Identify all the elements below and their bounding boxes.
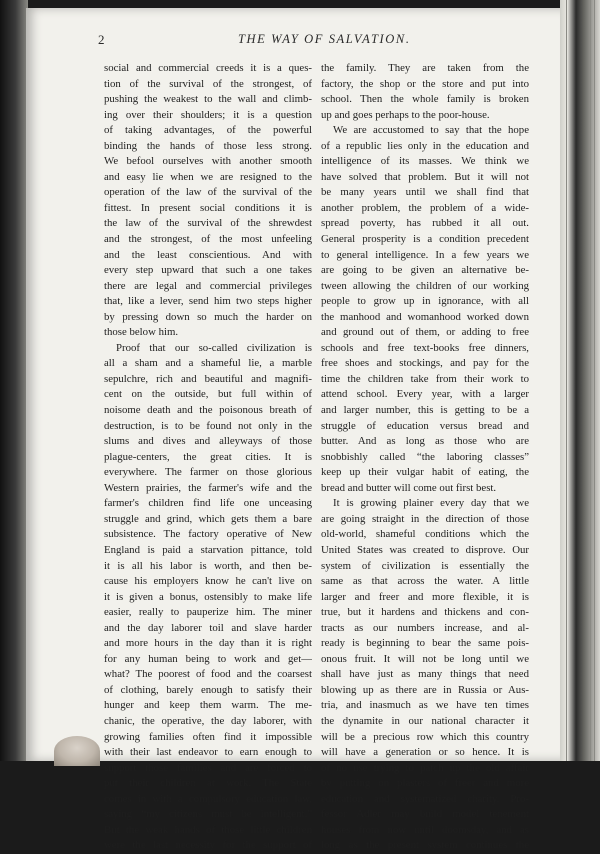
text-line: intelligence of its masses. We think we <box>321 155 529 168</box>
text-line: onous fruit. It will not be long until we <box>321 652 529 665</box>
page-number: 2 <box>98 32 105 47</box>
text-line: But the weak hands of those little children <box>104 823 312 836</box>
text-column-right <box>321 61 529 854</box>
text-line: and easy lie when we are resigned to the <box>104 170 312 183</box>
text-line: ready is beginning to bear the same pois- <box>321 637 529 650</box>
text-line: and larger number, this is getting to be a <box>321 404 529 417</box>
text-line: butter. And as long as those who are <box>321 435 529 448</box>
text-line: of taking advantages, of the powerful <box>104 124 312 137</box>
text-line: bread and butter will come out first best. <box>321 481 497 494</box>
text-line: old-world, shameful conditions which the <box>321 528 529 541</box>
text-line: social and commercial creeds it is a ques- <box>104 62 312 74</box>
text-line: blowing up as there are in Russia or Aus- <box>321 683 529 696</box>
text-line: the family. They are taken from the <box>321 62 529 74</box>
text-line: and ground out of them, or adding to free <box>321 326 529 339</box>
text-line: and the least conscientious. And with <box>104 248 312 261</box>
text-line: of clothing, barely enough to satisfy their <box>104 683 312 696</box>
text-line: cause his employers know he can't live on <box>104 575 312 588</box>
text-line: for any human being to work and get— <box>104 652 312 665</box>
text-line: people to grow up in ignorance, with all <box>321 295 529 308</box>
text-line: hunger and keep them warm. The me- <box>104 699 312 712</box>
running-title: THE WAY OF SALVATION. <box>238 32 411 46</box>
text-line: tion of the survival of the strongest, of <box>104 77 312 90</box>
text-line: support those families and are forced to <box>104 761 312 774</box>
text-line: farmer's children find life one unceasing <box>104 497 312 510</box>
text-line: the dynamite in our national character it <box>321 714 529 727</box>
text-line: keep up their vulgar habit of eating, the <box>321 466 529 479</box>
reader-thumb <box>54 736 100 766</box>
text-line: houses from now until doomsday, and as <box>321 823 529 836</box>
text-line: there are legal and commercial privileges <box>104 279 312 292</box>
text-line: same as that across the water. A little <box>321 575 529 588</box>
text-line: slums and dives and alleyways of those <box>104 435 312 448</box>
text-line: Western prairies, the farmer's wife and the <box>104 481 312 494</box>
text-line: the manhood and womanhood worked down <box>321 310 529 323</box>
text-line: subsistence. The factory operative of New <box>104 528 312 541</box>
text-line: fessor Adler may build model tenement <box>321 808 529 821</box>
text-line: General prosperity is a condition precedent <box>321 233 529 246</box>
text-line: that, like a lever, send him two steps higher <box>104 295 312 308</box>
text-line: We befool ourselves with another smooth <box>104 155 312 168</box>
text-line: are going to be given an alternative be- <box>321 264 529 277</box>
text-line: sepulchre, rich and beautiful and magnifi- <box>104 372 312 385</box>
text-line: chanic, the operative, the day laborer, with <box>104 714 312 727</box>
text-line: Proof that our so-called civilization is <box>116 341 312 354</box>
text-line: true, but it hardens and thickens and con- <box>321 606 529 619</box>
text-line: it is all his labor is worth, and then be- <box>104 559 312 572</box>
text-line: and the day laborer toil and slave harder <box>104 621 312 634</box>
text-line: attend school. Every year, with a larger <box>321 388 529 401</box>
text-line: tracts as our numbers increase, and al- <box>321 621 529 634</box>
text-line: everywhere. The farmer on those glorious <box>104 466 312 479</box>
text-line: by pressing down so much the harder on <box>104 310 312 323</box>
text-line: system of civilization is essentially the <box>321 559 529 572</box>
text-line: those below him. <box>104 326 179 339</box>
text-line: education and systematized charity. Pro- <box>321 792 529 805</box>
text-line: school. Then the whole family is broken <box>321 93 529 106</box>
text-line: time the children take from their work to <box>321 372 529 385</box>
text-line: the law of the survival of the shrewdest <box>104 217 312 230</box>
text-line: pushing the weakest to the wall and climb- <box>104 93 312 106</box>
text-line: noisome death and the poisonous breath of <box>104 404 312 417</box>
text-line: to general intelligence. In a few years we <box>321 248 529 261</box>
text-line: spread poverty, has rubbed it all out. <box>321 217 529 230</box>
text-line: of no use trying to patch up the old affair <box>321 761 529 774</box>
text-line: growing families often find it impossible <box>104 730 312 743</box>
text-line: be many years until we shall find that <box>321 186 529 199</box>
text-line: by putting on plasters of freer and more <box>321 777 529 790</box>
text-line: will be a precious row which this country <box>321 730 529 743</box>
text-line: tween allowing the children of our working <box>321 279 529 292</box>
text-line: binding the hands of those less strong. <box>104 139 312 152</box>
text-line: long as the present system continues the <box>321 839 529 852</box>
text-line: it is given a bonus, ostensibly to make life <box>104 590 312 603</box>
text-line: larger and freer and more flexible, it is <box>321 590 529 603</box>
text-line: put their children at work. The State <box>104 777 312 790</box>
text-column-left <box>104 61 312 854</box>
text-line: what? The poorest of food and the coarsest <box>104 668 312 681</box>
text-line: snobbishly called “the laboring classes” <box>321 450 529 463</box>
text-line: all a sham and a shameful lie, a marble <box>104 357 312 370</box>
text-line: and the strongest, of the most unfeeling <box>104 233 312 246</box>
text-line: saying “my citizens must be intelligent.” <box>104 808 312 821</box>
text-line: factory, the shop or the store and put into <box>321 77 529 90</box>
text-line: destruction, is to be found not only in the <box>104 419 312 432</box>
text-line: comes in with a compulsory education law, <box>104 792 312 805</box>
text-line: are going straight in the direction of those <box>321 512 529 525</box>
text-line: have solved that problem. But it will not <box>321 170 529 183</box>
page-stack-edge <box>560 0 600 761</box>
text-line: operation of the law of the survival of the <box>104 186 312 199</box>
text-line: free shoes and stockings, and pay for the <box>321 357 529 370</box>
text-line: of a republic lies only in the education and <box>321 139 529 152</box>
text-line: another problem, the problem of a wide- <box>321 201 529 214</box>
text-line: cent on the outside, but full within of <box>104 388 312 401</box>
text-line: were the last necessity for the support of <box>104 839 312 852</box>
text-line: ing over their shoulders; it is a question <box>104 108 312 121</box>
text-line: will have a generation or so hence. It is <box>321 746 529 759</box>
text-line: easier, really to pauperize him. The miner <box>104 606 312 619</box>
text-line: tria, and inasmuch as we have ten times <box>321 699 529 712</box>
text-line: and more hours in the day than it is right <box>104 637 312 650</box>
text-line: shall have just as many things that need <box>321 668 529 681</box>
text-line: up and goes perhaps to the poor-house. <box>321 108 490 121</box>
text-line: struggle of education versus bread and <box>321 419 529 432</box>
text-line: every step upward that such a one takes <box>104 264 312 277</box>
text-line: We are accustomed to say that the hope <box>333 124 529 137</box>
page-header <box>98 32 528 50</box>
text-line: United States was created to disprove. Our <box>321 543 529 556</box>
text-line: with their last endeavor to earn enough to <box>104 746 312 759</box>
text-line: struggle and grind, which gets them a bare <box>104 512 312 525</box>
text-line: England is paid a starvation pittance, told <box>104 543 312 556</box>
text-line: plague-centers, the great cities. It is <box>104 450 312 463</box>
text-line: fittest. In present social conditions it is <box>104 201 312 214</box>
book-binding-shadow <box>0 0 28 761</box>
text-line: schools and free text-books free dinners, <box>321 341 529 354</box>
text-line: It is growing plainer every day that we <box>333 497 529 510</box>
